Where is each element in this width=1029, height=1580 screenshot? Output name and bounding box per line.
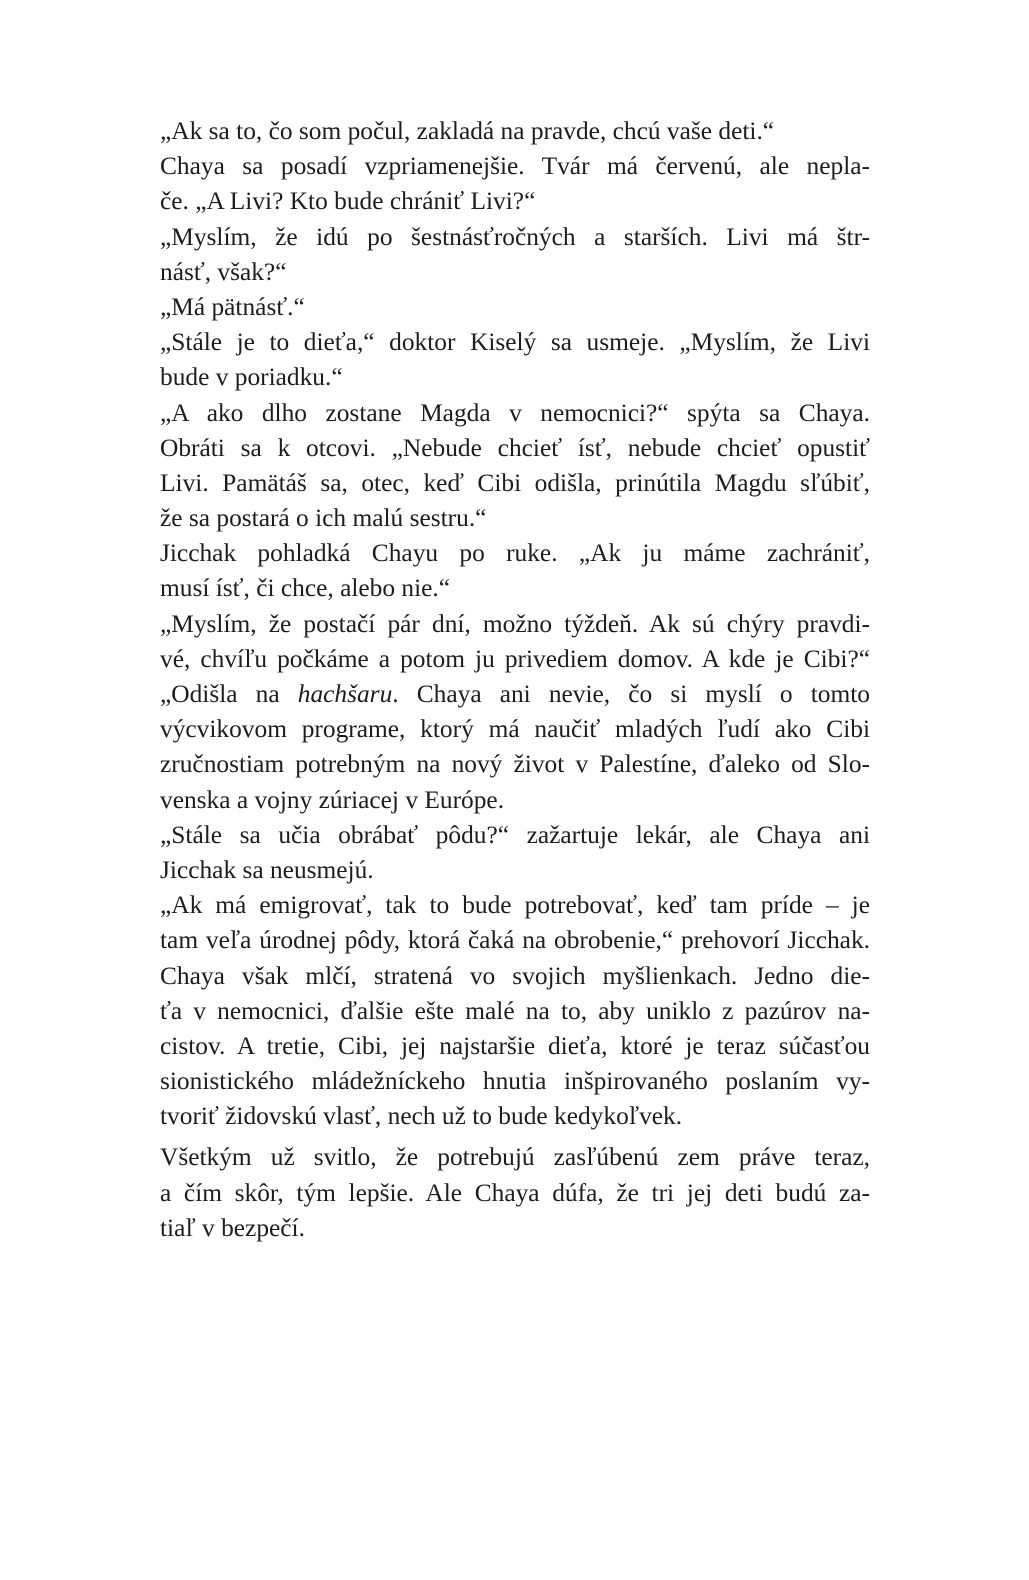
text-line [160, 114, 870, 149]
text-line [160, 501, 870, 536]
line-text: bude v poriadku.“ [160, 363, 343, 392]
text-line [160, 783, 870, 818]
text-line [160, 923, 870, 958]
text-line [160, 853, 870, 888]
line-text: Obráti sa k otcovi. „Nebude chcieť ísť, nebude chcieť opustiť [160, 433, 870, 462]
line-text: cistov. A tretie, Cibi, jej najstaršie dieťa, ktoré je teraz súčasťou [160, 1031, 870, 1060]
text-line [160, 1211, 870, 1246]
line-text: „Ak sa to, čo som počul, zakladá na pravde, chcú vaše deti.“ [160, 117, 775, 145]
italic-term: hachšaru [297, 680, 393, 708]
text-line [160, 1140, 870, 1175]
line-text: „Stále je to dieťa,“ doktor Kiselý sa usmeje. „Myslím, že Livi [160, 328, 870, 357]
line-text: ťa v nemocnici, ďalšie ešte malé na to, aby uniklo z pazúrov na- [160, 996, 870, 1025]
line-text: „Myslím, že postačí pár dní, možno týždeň. Ak sú chýry pravdi- [160, 609, 870, 638]
text-line [160, 290, 870, 325]
line-text: „Má pätnásť.“ [160, 292, 305, 321]
line-text: „Stále sa učia obrábať pôdu?“ zažartuje lekár, ale Chaya ani [160, 820, 870, 849]
line-text: že sa postará o ich malú sestru.“ [160, 504, 487, 533]
text-line [160, 220, 870, 255]
text-line [160, 1176, 870, 1211]
text-line [160, 818, 870, 853]
line-text: „Ak má emigrovať, tak to bude potrebovať, keď tam príde – je [160, 891, 870, 920]
text-line [160, 255, 870, 290]
text-line [160, 1064, 870, 1099]
book-page-text [160, 114, 870, 1246]
text-line [160, 571, 870, 606]
text-line [160, 888, 870, 923]
line-text: zručnostiam potrebným na nový život v Palestíne, ďaleko od Slo- [160, 750, 870, 779]
text-line [160, 1099, 870, 1134]
line-text: výcvikovom programe, ktorý má naučiť mladých ľudí ako Cibi [160, 715, 870, 744]
text-line [160, 536, 870, 571]
line-text: Chaya však mlčí, stratená vo svojich myšlienkach. Jedno die- [160, 961, 870, 990]
line-text: tiaľ v bezpečí. [160, 1213, 305, 1242]
text-line [160, 642, 870, 677]
text-line [160, 677, 870, 712]
line-text-continued: . Chaya ani nevie, čo si myslí o tomto [392, 680, 870, 708]
text-line [160, 149, 870, 184]
line-text: „Odišla na [160, 680, 298, 708]
line-text: tam veľa úrodnej pôdy, ktorá čaká na obrobenie,“ prehovorí Jicchak. [160, 926, 870, 955]
line-text: násť, však?“ [160, 257, 287, 286]
line-text: sionistického mládežníckeho hnutia inšpirovaného poslaním vy- [160, 1067, 870, 1096]
line-text: tvoriť židovskú vlasť, nech už to bude kedykoľvek. [160, 1102, 683, 1131]
line-text: venska a vojny zúriacej v Európe. [160, 785, 505, 814]
text-line [160, 360, 870, 395]
text-line [160, 607, 870, 642]
line-text: če. „A Livi? Kto bude chrániť Livi?“ [160, 187, 536, 216]
text-line [160, 712, 870, 747]
line-text: „Myslím, že idú po šestnásťročných a starších. Livi má štr- [160, 222, 870, 251]
text-line [160, 747, 870, 782]
text-line [160, 1029, 870, 1064]
line-text: Chaya sa posadí vzpriamenejšie. Tvár má červenú, ale nepla- [160, 152, 870, 181]
line-text: Livi. Pamätáš sa, otec, keď Cibi odišla, prinútila Magdu sľúbiť, [160, 468, 870, 497]
line-text: musí ísť, či chce, alebo nie.“ [160, 574, 451, 603]
text-line [160, 396, 870, 431]
text-line [160, 466, 870, 501]
text-line [160, 959, 870, 994]
text-line [160, 994, 870, 1029]
text-line [160, 431, 870, 466]
line-text: a čím skôr, tým lepšie. Ale Chaya dúfa, že tri jej deti budú za- [160, 1178, 870, 1207]
text-line [160, 325, 870, 360]
line-text: Všetkým už svitlo, že potrebujú zasľúbenú zem práve teraz, [160, 1143, 870, 1172]
line-text: „A ako dlho zostane Magda v nemocnici?“ spýta sa Chaya. [160, 398, 870, 427]
line-text: Jicchak sa neusmejú. [160, 855, 374, 884]
line-text: Jicchak pohladká Chayu po ruke. „Ak ju máme zachrániť, [160, 539, 870, 568]
text-line [160, 184, 870, 219]
line-text: vé, chvíľu počkáme a potom ju privediem domov. A kde je Cibi?“ [160, 644, 870, 673]
